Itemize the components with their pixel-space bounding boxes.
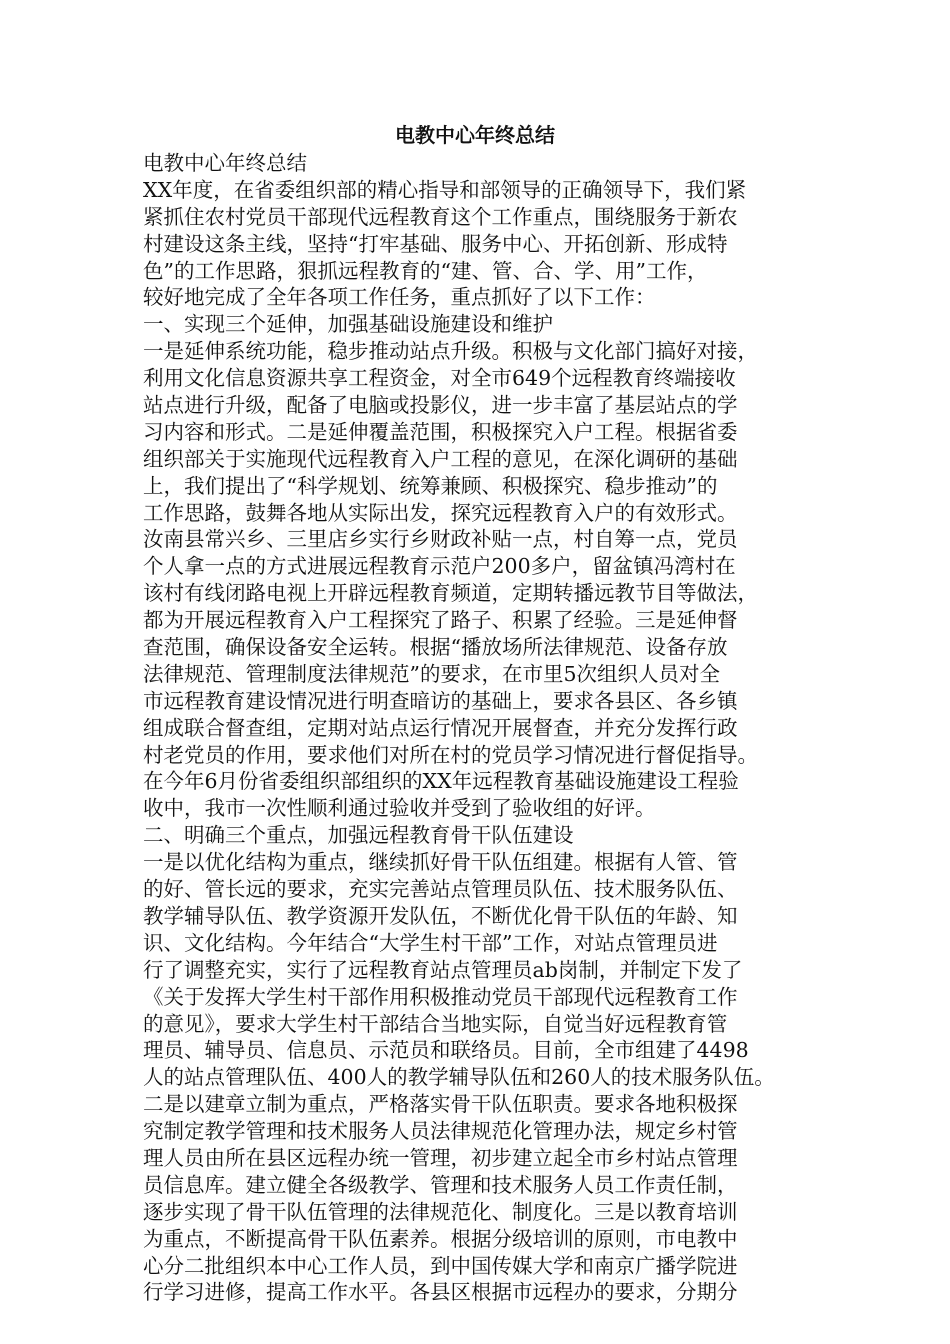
text-line: 在今年6月份省委组织部组织的XX年远程教育基础设施建设工程验 — [143, 769, 739, 794]
text-line: 个人拿一点的方式进展远程教育示范户200多户，留盆镇冯湾村在 — [143, 554, 736, 579]
text-line: 一是延伸系统功能，稳步推动站点升级。积极与文化部门搞好对接， — [143, 339, 758, 364]
text-line: 行了调整充实，实行了远程教育站点管理员ab岗制，并制定下发了 — [143, 957, 743, 982]
text-line: 电教中心年终总结 — [143, 151, 307, 175]
text-line: 心分二批组织本中心工作人员，到中国传媒大学和南京广播学院进 — [143, 1253, 738, 1278]
text-line: 市远程教育建设情况进行明查暗访的基础上，要求各县区、各乡镇 — [143, 688, 738, 713]
text-line: 究制定教学管理和技术服务人员法律规范化管理办法，规定乡村管 — [143, 1119, 738, 1144]
text-line: 一是以优化结构为重点，继续抓好骨干队伍组建。根据有人管、管 — [143, 850, 738, 875]
text-line: 收中，我市一次性顺利通过验收并受到了验收组的好评。 — [143, 796, 656, 821]
text-line: 法律规范、管理制度法律规范”的要求，在市里5次组织人员对全 — [143, 661, 721, 686]
text-line: 汝南县常兴乡、三里店乡实行乡财政补贴一点，村自筹一点，党员 — [143, 527, 738, 552]
text-line: 该村有线闭路电视上开辟远程教育频道，定期转播远教节目等做法， — [143, 581, 758, 606]
document-title: 电教中心年终总结 — [395, 123, 555, 147]
text-line: 一、实现三个延伸，加强基础设施建设和维护 — [143, 312, 553, 337]
text-line: 查范围，确保设备安全运转。根据“播放场所法律规范、设备存放 — [143, 635, 728, 660]
text-line: 为重点，不断提高骨干队伍素养。根据分级培训的原则，市电教中 — [143, 1226, 738, 1251]
text-line: XX年度，在省委组织部的精心指导和部领导的正确领导下，我们紧 — [143, 177, 747, 202]
document-body — [143, 150, 823, 1306]
text-line: 逐步实现了骨干队伍管理的法律规范化、制度化。三是以教育培训 — [143, 1199, 738, 1224]
text-line: 识、文化结构。今年结合“大学生村干部”工作，对站点管理员进 — [143, 930, 718, 955]
text-line: 村老党员的作用，要求他们对所在村的党员学习情况进行督促指导。 — [143, 742, 758, 767]
text-line: 都为开展远程教育入户工程探究了路子、积累了经验。三是延伸督 — [143, 608, 738, 633]
text-line: 的意见》，要求大学生村干部结合当地实际，自觉当好远程教育管 — [143, 1011, 728, 1036]
text-line: 村建设这条主线，坚持“打牢基础、服务中心、开拓创新、形成特 — [143, 231, 728, 256]
text-line: 组织部关于实施现代远程教育入户工程的意见，在深化调研的基础 — [143, 446, 738, 471]
text-line: 的好、管长远的要求，充实完善站点管理员队伍、技术服务队伍、 — [143, 877, 738, 902]
text-line: 工作思路，鼓舞各地从实际出发，探究远程教育入户的有效形式。 — [143, 500, 738, 525]
text-line: 理人员由所在县区远程办统一管理，初步建立起全市乡村站点管理 — [143, 1145, 738, 1170]
text-line: 员信息库。建立健全各级教学、管理和技术服务人员工作责任制， — [143, 1172, 738, 1197]
text-line: 习内容和形式。二是延伸覆盖范围，积极探究入户工程。根据省委 — [143, 419, 738, 444]
text-line: 利用文化信息资源共享工程资金，对全市649个远程教育终端接收 — [143, 366, 736, 391]
text-line: 站点进行升级，配备了电脑或投影仪，进一步丰富了基层站点的学 — [143, 393, 738, 418]
text-line: 较好地完成了全年各项工作任务，重点抓好了以下工作： — [143, 285, 656, 310]
text-line: 人的站点管理队伍、400人的教学辅导队伍和260人的技术服务队伍。 — [143, 1065, 775, 1090]
text-line: 《关于发挥大学生村干部作用积极推动党员干部现代远程教育工作 — [143, 984, 738, 1009]
text-line: 紧抓住农村党员干部现代远程教育这个工作重点，围绕服务于新农 — [143, 204, 738, 229]
text-line: 理员、辅导员、信息员、示范员和联络员。目前，全市组建了4498 — [143, 1038, 749, 1063]
text-line: 上，我们提出了“科学规划、统筹兼顾、积极探究、稳步推动”的 — [143, 473, 718, 498]
text-line: 色”的工作思路，狠抓远程教育的“建、管、合、学、用”工作， — [143, 258, 708, 283]
text-line: 二、明确三个重点，加强远程教育骨干队伍建设 — [143, 823, 574, 848]
text-line: 教学辅导队伍、教学资源开发队伍，不断优化骨干队伍的年龄、知 — [143, 903, 738, 928]
text-line: 二是以建章立制为重点，严格落实骨干队伍职责。要求各地积极探 — [143, 1092, 738, 1117]
text-line: 行学习进修，提高工作水平。各县区根据市远程办的要求，分期分 — [143, 1280, 738, 1305]
text-line: 组成联合督查组，定期对站点运行情况开展督查，并充分发挥行政 — [143, 715, 738, 740]
